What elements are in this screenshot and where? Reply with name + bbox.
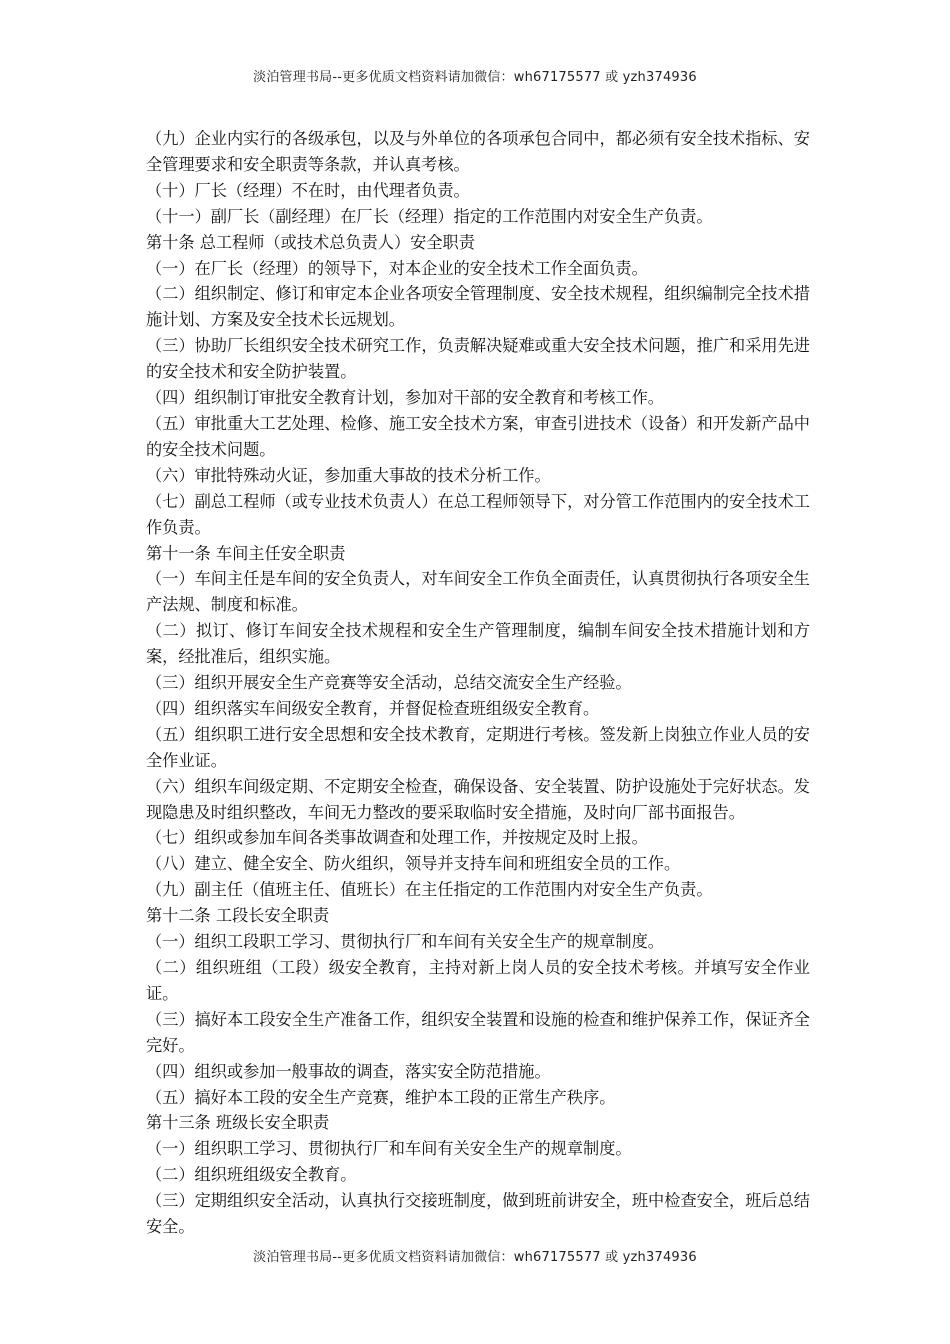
paragraph: （十一）副厂长（副经理）在厂长（经理）指定的工作范围内对安全生产负责。 (146, 206, 713, 226)
paragraph: （一）车间主任是车间的安全负责人，对车间安全工作负全面责任，认真贯彻执行各项安全生产法规、制度和标准。 (146, 569, 810, 615)
page-footer: 淡泊管理书局--更多优质文档资料请加微信：wh67175577 或 yzh374936 (253, 1250, 697, 1265)
paragraph: （一）组织工段职工学习、贯彻执行厂和车间有关安全生产的规章制度。 (146, 932, 664, 952)
paragraph: （二）组织制定、修订和审定本企业各项安全管理制度、安全技术规程，组织编制完全技术措施计划、方案及安全技术长远规划。 (146, 284, 810, 330)
section-heading: 第十一条 车间主任安全职责 (146, 543, 346, 563)
paragraph: （四）组织或参加一般事故的调查，落实安全防范措施。 (146, 1061, 551, 1081)
paragraph: （三）协助厂长组织安全技术研究工作，负责解决疑难或重大安全技术问题，推广和采用先进的安全技术和安全防护装置。 (146, 336, 810, 382)
paragraph: （五）组织职工进行安全思想和安全技术教育，定期进行考核。签发新上岗独立作业人员的安全作业证。 (146, 724, 810, 770)
paragraph: （二）组织班组级安全教育。 (146, 1165, 357, 1185)
paragraph: （五）审批重大工艺处理、检修、施工安全技术方案，审查引进技术（设备）和开发新产品中的安全技术问题。 (146, 413, 810, 459)
document-body (146, 126, 810, 1240)
paragraph: （一）组织职工学习、贯彻执行厂和车间有关安全生产的规章制度。 (146, 1139, 632, 1159)
paragraph: （八）建立、健全安全、防火组织，领导并支持车间和班组安全员的工作。 (146, 854, 681, 874)
paragraph: （二）组织班组（工段）级安全教育，主持对新上岗人员的安全技术考核。并填写安全作业证。 (146, 958, 810, 1003)
section-heading: 第十二条 工段长安全职责 (146, 906, 330, 926)
section-heading: 第十三条 班级长安全职责 (146, 1113, 330, 1133)
paragraph: （三）组织开展安全生产竞赛等安全活动，总结交流安全生产经验。 (146, 673, 632, 693)
paragraph: （十）厂长（经理）不在时，由代理者负责。 (146, 180, 470, 200)
paragraph: （三）搞好本工段安全生产准备工作，组织安全装置和设施的检查和维护保养工作，保证齐全完好。 (146, 1009, 810, 1055)
paragraph: （三）定期组织安全活动，认真执行交接班制度，做到班前讲安全，班中检查安全，班后总结安全。 (146, 1191, 810, 1237)
paragraph: （六）组织车间级定期、不定期安全检查，确保设备、安全装置、防护设施处于完好状态。发现隐患及时组织整改，车间无力整改的要采取临时安全措施，及时向厂部书面报告。 (146, 776, 810, 822)
page-header: 淡泊管理书局--更多优质文档资料请加微信：wh67175577 或 yzh374936 (253, 70, 697, 85)
paragraph: （二）拟订、修订车间安全技术规程和安全生产管理制度，编制车间安全技术措施计划和方案，经批准后，组织实施。 (146, 621, 810, 667)
paragraph: （六）审批特殊动火证，参加重大事故的技术分析工作。 (146, 465, 551, 485)
paragraph: （一）在厂长（经理）的领导下，对本企业的安全技术工作全面负责。 (146, 258, 648, 278)
paragraph: （四）组织落实车间级安全教育，并督促检查班组级安全教育。 (146, 698, 600, 718)
paragraph: （九）副主任（值班主任、值班长）在主任指定的工作范围内对安全生产负责。 (146, 880, 713, 900)
section-heading: 第十条 总工程师（或技术总负责人）安全职责 (146, 232, 475, 252)
paragraph: （七）组织或参加车间各类事故调查和处理工作，并按规定及时上报。 (146, 828, 648, 848)
paragraph: （九）企业内实行的各级承包，以及与外单位的各项承包合同中，都必须有安全技术指标、安全管理要求和安全职责等条款，并认真考核。 (146, 129, 810, 174)
paragraph: （四）组织制订审批安全教育计划，参加对干部的安全教育和考核工作。 (146, 388, 664, 408)
paragraph: （五）搞好本工段的安全生产竞赛，维护本工段的正常生产秩序。 (146, 1087, 616, 1107)
paragraph: （七）副总工程师（或专业技术负责人）在总工程师领导下，对分管工作范围内的安全技术工作负责。 (146, 491, 810, 537)
